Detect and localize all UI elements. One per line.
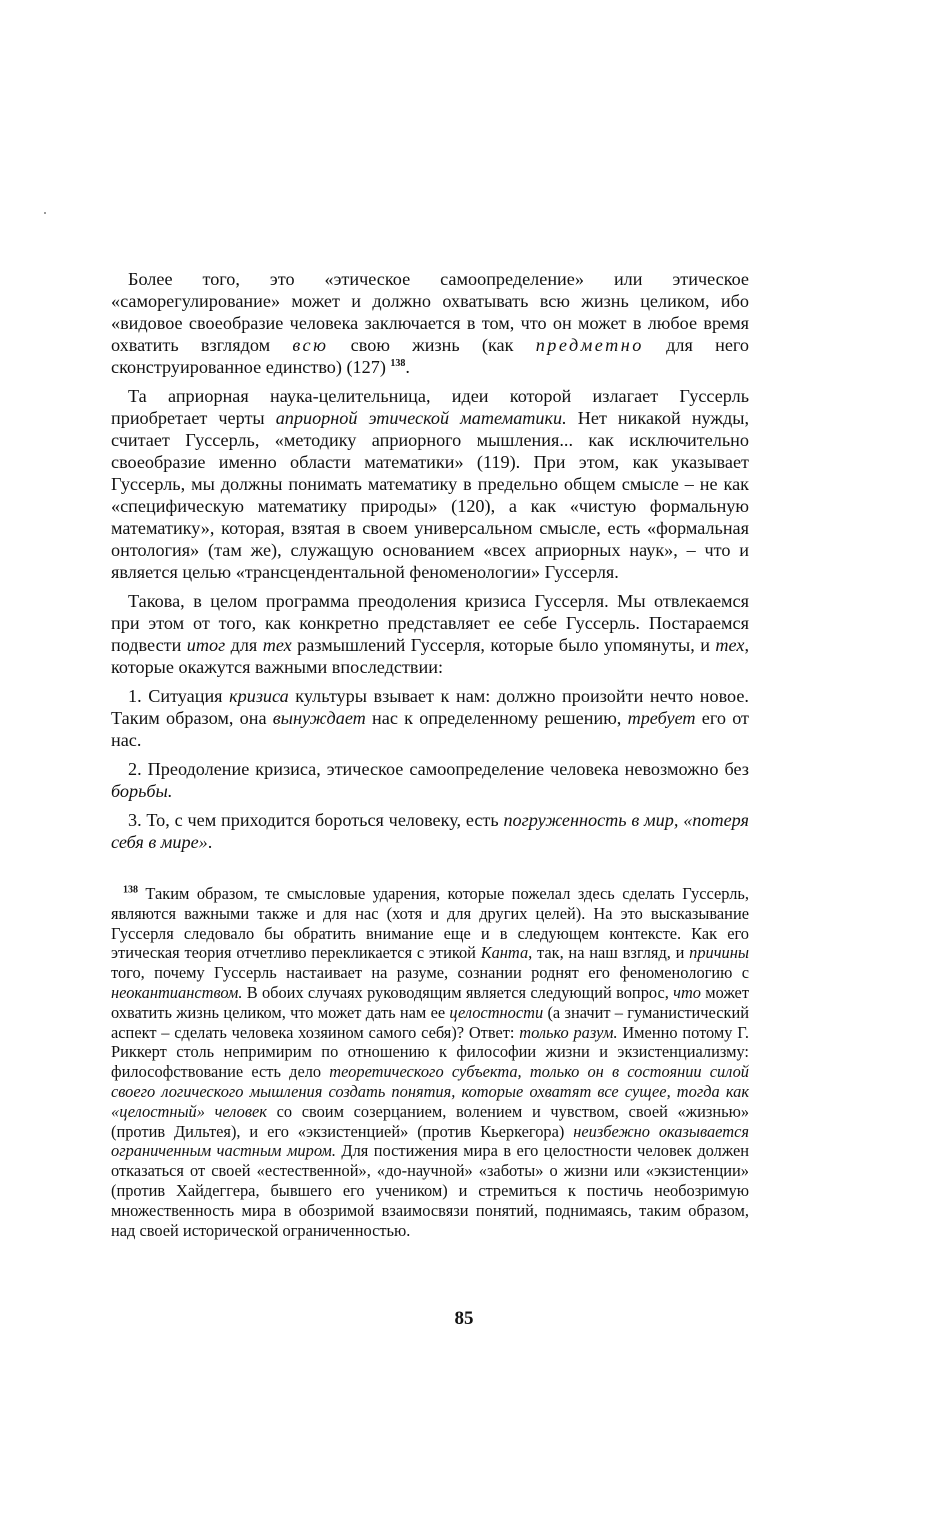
list-item-2: 2. Преодоление кризиса, этическое самоопределение человека невозможно без борьбы. (111, 759, 749, 801)
list-item-3: 3. То, с чем приходится бороться человеку, есть погруженность в мир, «потеря себя в мире». (111, 810, 749, 852)
main-text (111, 268, 749, 860)
page-number: 85 (454, 1308, 474, 1329)
list-item-1: 1. Ситуация кризиса культуры взывает к нам: должно произойти нечто новое. Таким образом, она вынуждает нас к определенному решению, требует его от нас. (111, 686, 749, 750)
footnote-reference: 138 (390, 357, 406, 369)
footnote-number: 138 (123, 884, 138, 896)
paragraph-2: Та априорная наука-целительница, идеи которой излагает Гуссерль приобретает черты априорной этической математики. Нет никакой нужды, считает Гуссерль, «методику априорного мышления... как исключительно своеобразие именно области математики» (119). При этом, как указывает Гуссерль, мы должны понимать математику в предельно общем смысле – не как «специфическую математику природы» (120), а как «чистую формальную математику», которая, взятая в своем универсальном смысле, есть «формальная онтология» (там же), служащую основанием «всех априорных наук», – что и является целью «трансцендентальной феноменологии» Гуссерля. (111, 386, 749, 582)
paragraph-1: Более того, это «этическое самоопределение» или этическое «саморегулирование» может и должно охватывать всю жизнь целиком, ибо «видовое своеобразие человека заключается в том, что он может в любое время охватить взглядом всю свою жизнь (как предметно для него сконструированное единство) (127) $^{138}$. (111, 269, 749, 377)
scan-speck (44, 212, 46, 214)
footnote-text: $^{138}$ Таким образом, те смысловые ударения, которые пожелал здесь сделать Гуссерль, являются важными также и для нас (хотя и для других целей). На это высказывание Гуссерля следовало бы обратить внимание еще и в следующем контексте. Как его этическая теория отчетливо перекликается с этикой Канта, так, на наш взгляд, и причины того, почему Гуссерль настаивает на разуме, сознании роднят его феноменологию с неокантианством. В обоих случаях руководящим является следующий вопрос, что может охватить жизнь целиком, что может дать нам ее целостности (а значит – гуманистический аспект – сделать человека хозяином самого себя)? Ответ: только разум. Именно потому Г. Риккерт столь непримирим по отношению к философии жизни и экзистенциализму: философствование есть дело теоретического субъекта, только он в состоянии силой своего логического мышления создать понятия, которые охватят все сущее, тогда как «целостный» человек со своим созерцанием, волением и чувством, своей «жизнью» (против Дильтея), и его «экзистенцией» (против Кьеркегора) неизбежно оказывается ограниченным частным миром. Для постижения мира в его целостности человек должен отказаться от своей «естественной», «до-научной» «заботы» о жизни или «экзистенции» (против Хайдеггера, бывшего его учеником) и стремиться к постичь необозримую множественность мира в обозримой взаимосвязи понятий, поднимаясь, таким образом, над своей исторической ограниченностью. (111, 884, 750, 1240)
paragraph-3: Такова, в целом программа преодоления кризиса Гуссерля. Мы отвлекаемся при этом от того, как конкретно представляет ее себе Гуссерль. Постараемся подвести итог для тех размышлений Гуссерля, которые было упомянуты, и тех, которые окажутся важными впоследствии: (111, 591, 749, 677)
footnote (111, 884, 749, 1240)
